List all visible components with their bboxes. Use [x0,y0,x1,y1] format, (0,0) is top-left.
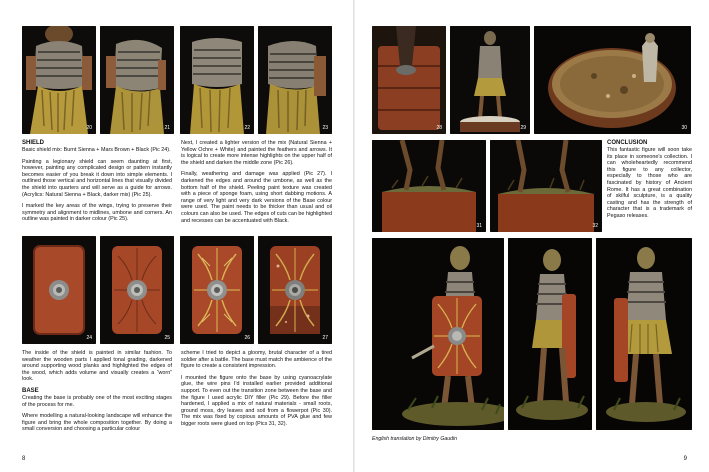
page-number: 9 [683,456,687,462]
photo-shield-outline [100,236,174,344]
paragraph: Painting a legionary shield can seem daunting at first, however, painting any complicated design or pattern instantly becomes easier of you break it down into simple elements. I outlined those vertical and horizontal lines that visually divided the shield into quarters and will serve as a guide for arrows. (Acrylics: Natural Sienna + Black, darker mix) (Pic 25). [22,158,172,198]
paragraph: Finally, weathering and damage was applied (Pic 27). I darkened the edges and around the umbone, as well as the bottom half of the shield. Peeling paint texture was created with a piece of sponge foam, using short dabbing motions. A range of very light and very dark versions of the Base colour were used. The paint needs to be thicker than usual and oil colours can also be used. The edges of cuts can be highlighted and recesses can be accentuated with Black. [181,171,332,224]
photo-base-roots-left [372,140,486,232]
paragraph: Next, I created a lighter version of the mix (Natural Sienna + Yellow Ochre + White) and painted the feathers and arrows. It is logical to create more intense highlights on the upper half of the shield and darken the middle zone (Pic 26). [181,140,332,166]
left-page [0,0,354,472]
paragraph: scheme I tried to depict a gloomy, brutal character of a tired soldier after a battle. The base must match the ambience of the figure to create a consistent impression. [181,350,332,370]
translation-credit: English translation by Dimitry Gaudin [372,436,458,442]
photo-torso-side [100,26,174,134]
base-mounting-text [181,350,332,433]
photo-finished-figure-back [596,238,692,430]
photo-number: 22 [244,125,250,131]
photo-torso-left [258,26,332,134]
photo-number: 24 [86,335,92,341]
photo-shield-highlights [180,236,254,344]
shield-section-text [22,140,172,228]
photo-number: 23 [322,125,328,131]
conclusion-text [607,140,692,225]
photo-number: 26 [244,335,250,341]
photo-number: 30 [681,125,687,131]
photo-shield-weathered [258,236,332,344]
paragraph: I marked the key areas of the wings, trying to preserve their symmetry and alignment to midlines, umbone and corners. An outline was painted in darker colour (Pic 25). [22,203,172,223]
photo-number: 20 [86,125,92,131]
photo-number: 25 [164,335,170,341]
photo-torso-back [180,26,254,134]
photo-shield-inside [372,26,446,134]
photo-shield-base-coat [22,236,96,344]
paragraph: This fantastic figure will soon take its place in someone's collection. I can wholeheartedly recommend this figure to any collector, especially to those who are fascinated by history of Ancient Rome. It has a great combination of skilful sculpture, is a quality casting and has the strength of character that is a trademark of Pegaso releases. [607,147,692,219]
right-page [355,0,709,472]
photo-number: 28 [436,125,442,131]
photo-number: 27 [322,335,328,341]
photo-finished-figure-front [372,238,504,430]
page-number: 8 [22,456,26,462]
paragraph: Where modelling a natural-looking landscape will enhance the figure and bring the whole composition together. By doing a small conversion and choosing a particular colour [22,413,172,433]
paragraph: I mounted the figure onto the base by using cyanoacrylate glue, the wire pins I'd installed earlier provided additional support. To even out the transition zone between the base and the figure I used acrylic DIY filler (Pic 29). Before the filler hardened, I applied a mix of natural materials - small roots, ground moss, dry leaves and soil from a flowerpot (Pic 30). The mix was fixed by copious amounts of PVA glue and few bigger roots were glued on top (Pics 31, 32). [181,374,332,427]
photo-number: 31 [476,223,482,229]
paragraph: Creating the base is probably one of the most exciting stages of the process for me. [22,394,172,408]
photo-finished-figure-side [508,238,592,430]
paragraph: The inside of the shield is painted in similar fashion. To weather the wooden parts I applied tonal grading, darkened around supporting wood planks and highlighted the edges of the wood, which adds volume and visually creates a “worn” look. [22,350,172,383]
paragraph: Basic shield mix: Burnt Sienna + Mars Brown + Black (Pic 24). [22,147,171,153]
photo-number: 21 [164,125,170,131]
section-heading: SHIELD [22,140,45,146]
photo-torso-front [22,26,96,134]
shield-painting-text [181,140,332,229]
photo-figure-filler [450,26,530,134]
section-heading: BASE [22,387,39,394]
photo-base-roots-right [490,140,602,232]
photo-base-materials [534,26,691,134]
photo-number: 32 [592,223,598,229]
section-heading: CONCLUSION [607,140,648,146]
photo-number: 29 [520,125,526,131]
base-section-text [22,350,172,438]
